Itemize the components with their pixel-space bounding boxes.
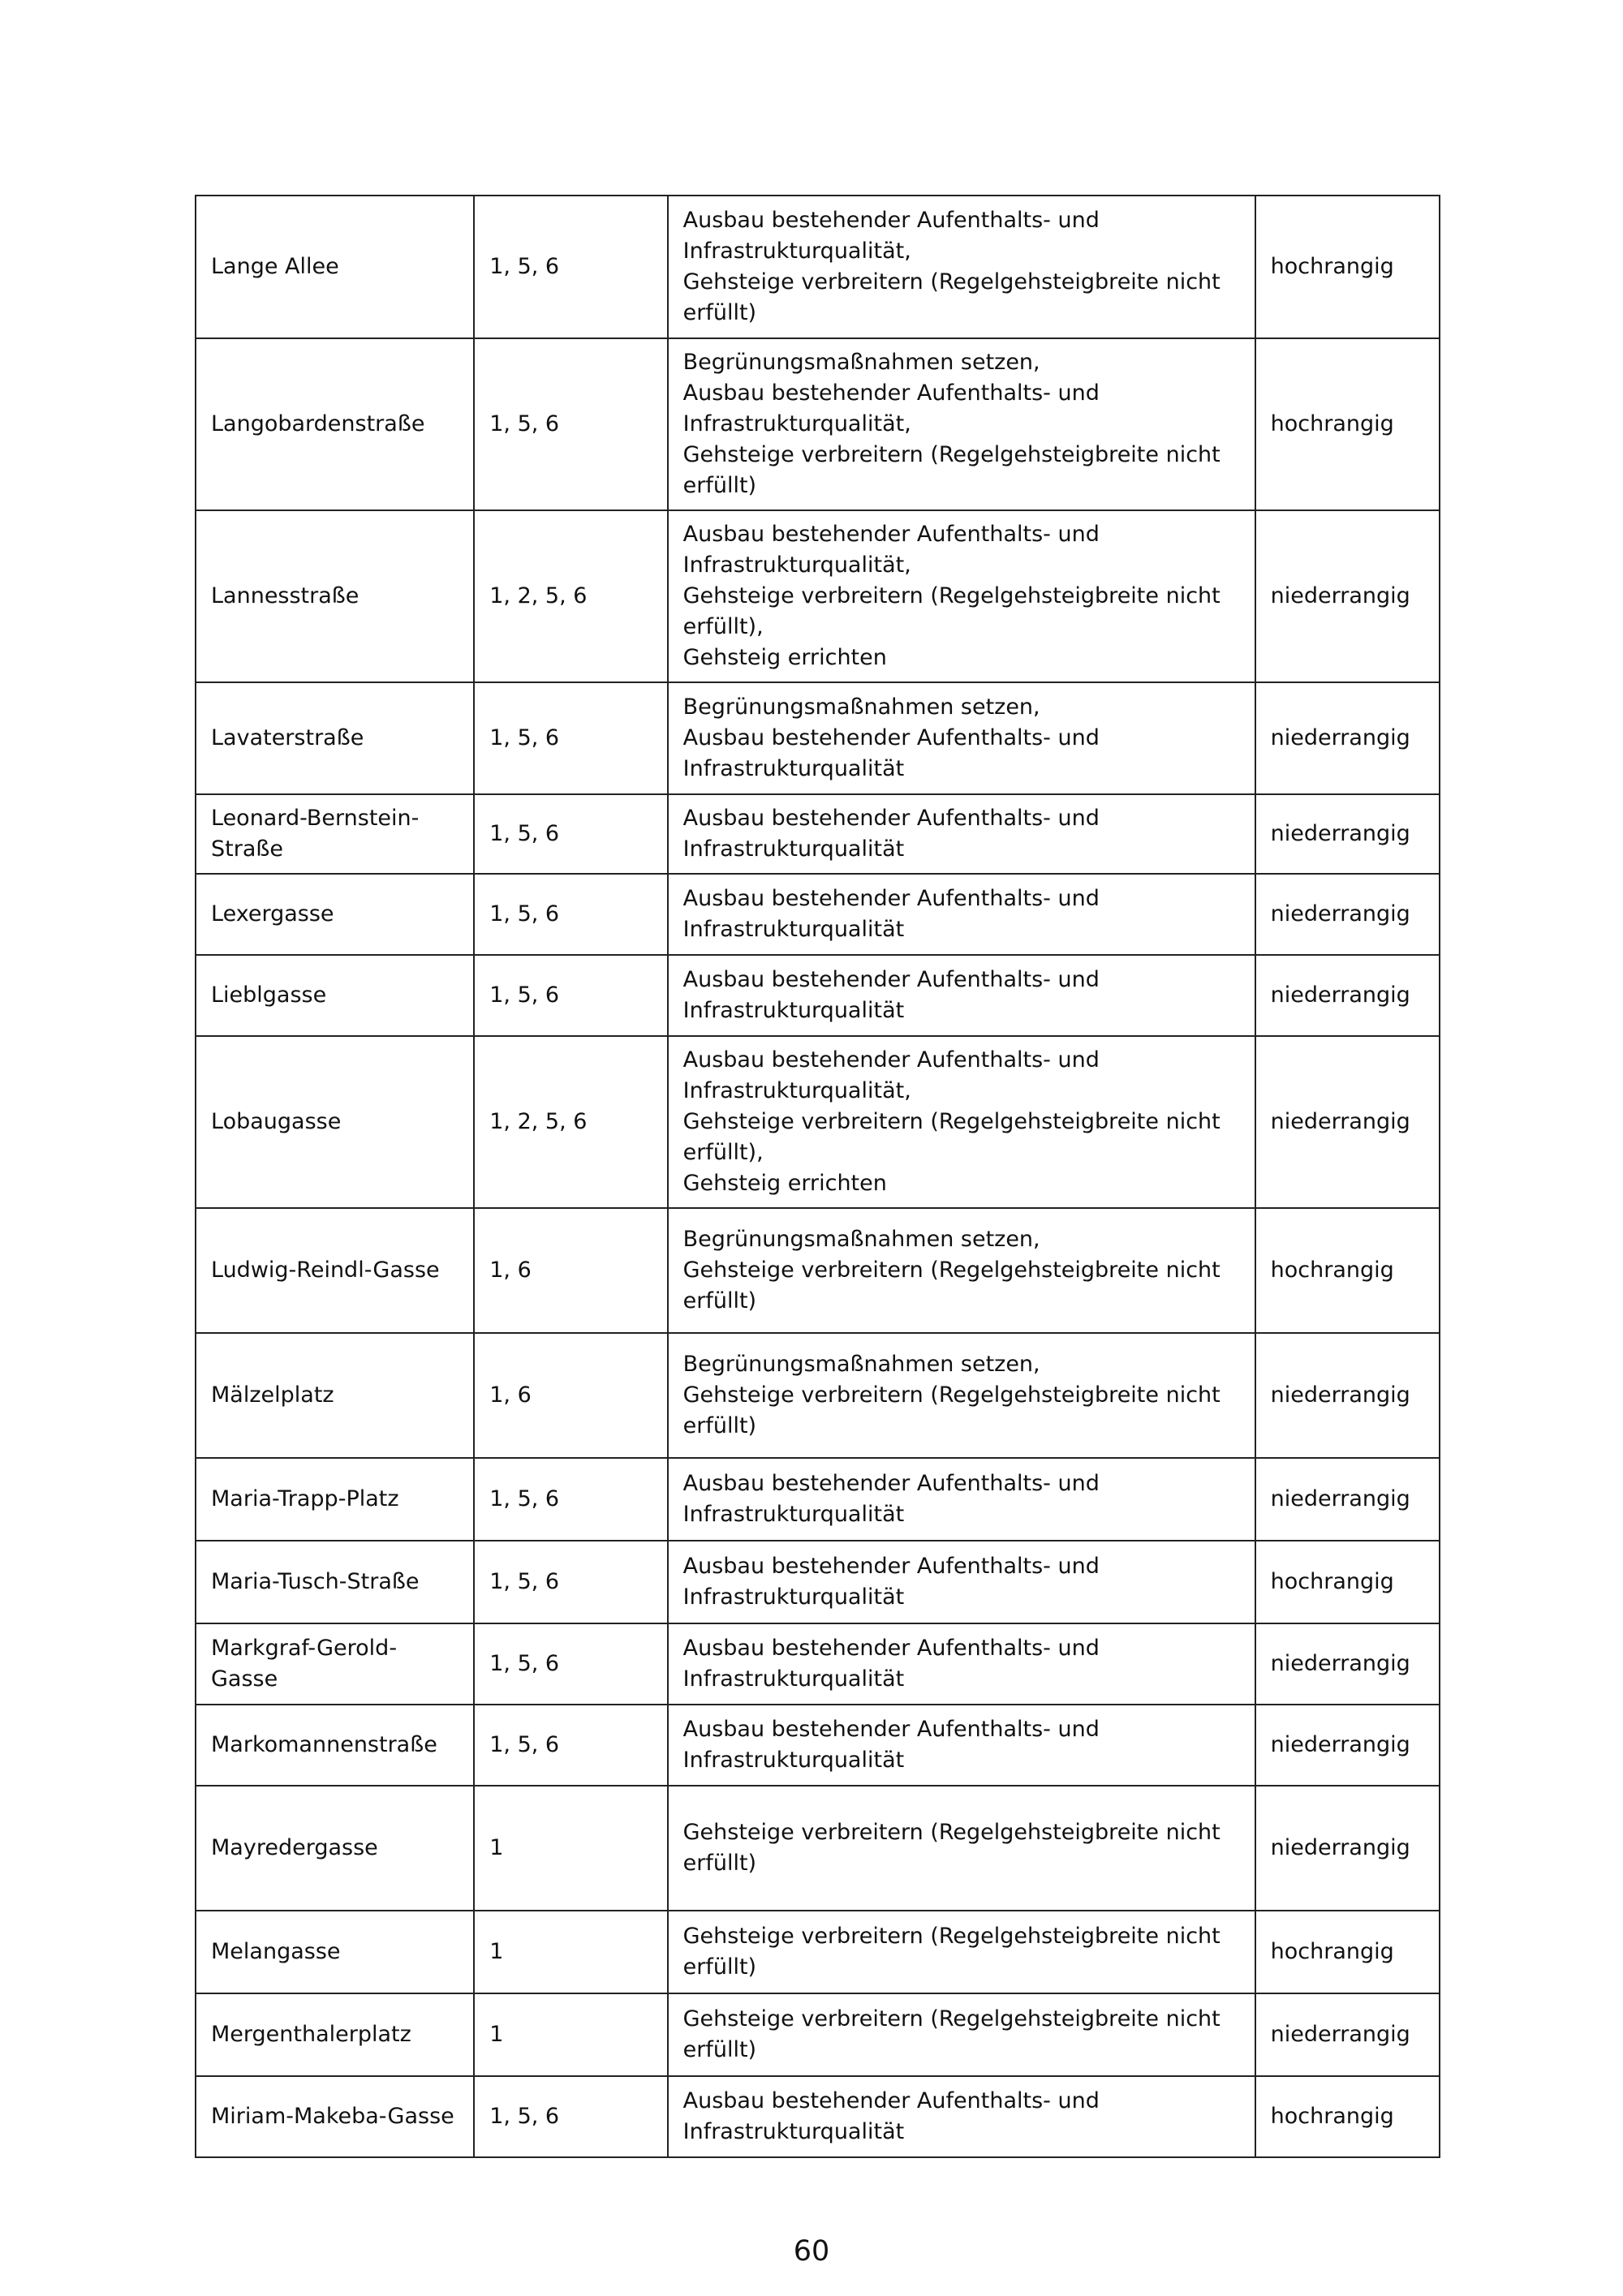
measure-line: Infrastrukturqualität [682,1502,905,1527]
measure-line: Gehsteige verbreitern (Regelgehsteigbreite nicht [682,1258,1220,1283]
criteria-numbers-cell: 1, 2, 5, 6 [474,510,667,682]
criteria-numbers-cell: 1, 5, 6 [474,1541,667,1623]
street-name-cell: Markomannenstraße [196,1705,474,1786]
measure-line: erfüllt) [682,300,757,325]
measures-cell [668,510,1255,682]
measure-line: Gehsteige verbreitern (Regelgehsteigbreite nicht [682,1382,1220,1408]
measure-line: Gehsteig errichten [682,1171,887,1196]
criteria-numbers-cell: 1, 5, 6 [474,1623,667,1705]
measure-line: erfüllt) [682,473,757,498]
road-rank-cell: niederrangig [1255,794,1440,874]
measure-line: Infrastrukturqualität, [682,553,911,578]
measure-line: Begrünungsmaßnahmen setzen, [682,350,1040,375]
measure-line: Infrastrukturqualität [682,836,905,862]
road-rank-cell: niederrangig [1255,955,1440,1036]
measures-cell [668,1993,1255,2076]
criteria-numbers-cell: 1 [474,1993,667,2076]
measure-line: Infrastrukturqualität [682,1584,905,1610]
measure-line: Infrastrukturqualität, [682,1078,911,1103]
measure-line: Infrastrukturqualität, [682,239,911,264]
measure-line: Gehsteige verbreitern (Regelgehsteigbreite nicht [682,269,1220,295]
street-name-cell: Lexergasse [196,874,474,955]
measures-table [195,195,1440,2158]
criteria-numbers-cell: 1, 5, 6 [474,338,667,510]
criteria-numbers-cell: 1, 5, 6 [474,1458,667,1541]
measure-line: Infrastrukturqualität [682,756,905,781]
measure-line: Ausbau bestehender Aufenthalts- und [682,208,1100,233]
street-name-cell: Lieblgasse [196,955,474,1036]
measure-line: Begrünungsmaßnahmen setzen, [682,1227,1040,1252]
table-row [196,1911,1440,1993]
table-row [196,1623,1440,1705]
table-row [196,1993,1440,2076]
measures-cell [668,955,1255,1036]
criteria-numbers-cell: 1 [474,1911,667,1993]
street-name-cell: Lobaugasse [196,1036,474,1208]
street-name-cell: Mälzelplatz [196,1333,474,1458]
measure-line: Ausbau bestehender Aufenthalts- und [682,1717,1100,1742]
measure-line: Infrastrukturqualität [682,917,905,942]
measure-line: Gehsteige verbreitern (Regelgehsteigbreite nicht [682,2006,1220,2032]
measure-line: Gehsteige verbreitern (Regelgehsteigbreite nicht [682,1820,1220,1845]
measure-line: Infrastrukturqualität [682,998,905,1023]
table-row [196,196,1440,338]
measure-line: erfüllt) [682,2037,757,2062]
measure-line: erfüllt), [682,614,764,639]
measure-line: Ausbau bestehender Aufenthalts- und [682,1636,1100,1661]
road-rank-cell: niederrangig [1255,874,1440,955]
measure-line: erfüllt) [682,1288,757,1314]
measure-line: Gehsteige verbreitern (Regelgehsteigbreite nicht [682,1109,1220,1134]
measure-line: Ausbau bestehender Aufenthalts- und [682,2088,1100,2113]
street-name-cell: Lange Allee [196,196,474,338]
criteria-numbers-cell: 1, 2, 5, 6 [474,1036,667,1208]
measure-line: Begrünungsmaßnahmen setzen, [682,1352,1040,1377]
measure-line: Gehsteige verbreitern (Regelgehsteigbreite nicht [682,1924,1220,1949]
measures-cell [668,1786,1255,1911]
road-rank-cell: hochrangig [1255,1911,1440,1993]
road-rank-cell: hochrangig [1255,196,1440,338]
road-rank-cell: niederrangig [1255,1333,1440,1458]
measures-cell [668,1911,1255,1993]
road-rank-cell: hochrangig [1255,2076,1440,2157]
measure-line: Ausbau bestehender Aufenthalts- und [682,522,1100,547]
measures-cell [668,1541,1255,1623]
measure-line: Gehsteige verbreitern (Regelgehsteigbreite nicht [682,583,1220,608]
measure-line: erfüllt) [682,1954,757,1980]
measure-line: Infrastrukturqualität [682,2119,905,2144]
table-row [196,1458,1440,1541]
road-rank-cell: hochrangig [1255,338,1440,510]
road-rank-cell: niederrangig [1255,1458,1440,1541]
road-rank-cell: niederrangig [1255,682,1440,794]
table-row [196,1786,1440,1911]
measure-line: Ausbau bestehender Aufenthalts- und [682,806,1100,831]
street-name-cell: Mayredergasse [196,1786,474,1911]
criteria-numbers-cell: 1, 5, 6 [474,196,667,338]
table-row [196,2076,1440,2157]
measures-cell [668,338,1255,510]
street-name-cell: Melangasse [196,1911,474,1993]
measures-cell [668,1705,1255,1786]
criteria-numbers-cell: 1, 6 [474,1208,667,1333]
criteria-numbers-cell: 1 [474,1786,667,1911]
criteria-numbers-cell: 1, 5, 6 [474,1705,667,1786]
street-name-cell: Lannesstraße [196,510,474,682]
road-rank-cell: hochrangig [1255,1541,1440,1623]
measures-cell [668,874,1255,955]
table-row [196,1036,1440,1208]
measure-line: Gehsteige verbreitern (Regelgehsteigbreite nicht [682,442,1220,467]
measure-line: erfüllt), [682,1140,764,1165]
measure-line: Infrastrukturqualität [682,1748,905,1773]
street-name-cell: Markgraf-Gerold-Gasse [196,1623,474,1705]
road-rank-cell: niederrangig [1255,510,1440,682]
street-name-cell: Leonard-Bernstein-Straße [196,794,474,874]
criteria-numbers-cell: 1, 6 [474,1333,667,1458]
measure-line: erfüllt) [682,1413,757,1438]
street-name-cell: Miriam-Makeba-Gasse [196,2076,474,2157]
criteria-numbers-cell: 1, 5, 6 [474,955,667,1036]
measures-cell [668,1333,1255,1458]
table-body [196,196,1440,2157]
measure-line: Gehsteig errichten [682,645,887,670]
road-rank-cell: hochrangig [1255,1208,1440,1333]
table-row [196,794,1440,874]
street-name-cell: Lavaterstraße [196,682,474,794]
measures-cell [668,2076,1255,2157]
table-row [196,1208,1440,1333]
measures-cell [668,794,1255,874]
criteria-numbers-cell: 1, 5, 6 [474,682,667,794]
table-row [196,955,1440,1036]
table-row [196,1705,1440,1786]
road-rank-cell: niederrangig [1255,1623,1440,1705]
measure-line: erfüllt) [682,1851,757,1876]
measures-cell [668,1036,1255,1208]
street-name-cell: Langobardenstraße [196,338,474,510]
criteria-numbers-cell: 1, 5, 6 [474,874,667,955]
measure-line: Begrünungsmaßnahmen setzen, [682,694,1040,720]
criteria-numbers-cell: 1, 5, 6 [474,794,667,874]
street-name-cell: Maria-Tusch-Straße [196,1541,474,1623]
measures-cell [668,196,1255,338]
table-row [196,338,1440,510]
measure-line: Infrastrukturqualität, [682,411,911,436]
measures-cell [668,1623,1255,1705]
road-rank-cell: niederrangig [1255,1993,1440,2076]
criteria-numbers-cell: 1, 5, 6 [474,2076,667,2157]
road-rank-cell: niederrangig [1255,1036,1440,1208]
page-number: 60 [793,2235,830,2268]
measures-cell [668,682,1255,794]
measures-cell [668,1458,1255,1541]
street-name-cell: Maria-Trapp-Platz [196,1458,474,1541]
street-name-cell: Ludwig-Reindl-Gasse [196,1208,474,1333]
measure-line: Ausbau bestehender Aufenthalts- und [682,725,1100,750]
measures-cell [668,1208,1255,1333]
table-row [196,682,1440,794]
street-name-cell: Mergenthalerplatz [196,1993,474,2076]
road-rank-cell: niederrangig [1255,1786,1440,1911]
measure-line: Ausbau bestehender Aufenthalts- und [682,1471,1100,1496]
road-rank-cell: niederrangig [1255,1705,1440,1786]
measure-line: Ausbau bestehender Aufenthalts- und [682,1554,1100,1579]
measure-line: Ausbau bestehender Aufenthalts- und [682,886,1100,911]
measure-line: Ausbau bestehender Aufenthalts- und [682,1047,1100,1073]
table-row [196,1541,1440,1623]
measure-line: Ausbau bestehender Aufenthalts- und [682,967,1100,992]
table-row [196,1333,1440,1458]
measure-line: Infrastrukturqualität [682,1666,905,1692]
table-row [196,510,1440,682]
measure-line: Ausbau bestehender Aufenthalts- und [682,381,1100,406]
table-row [196,874,1440,955]
